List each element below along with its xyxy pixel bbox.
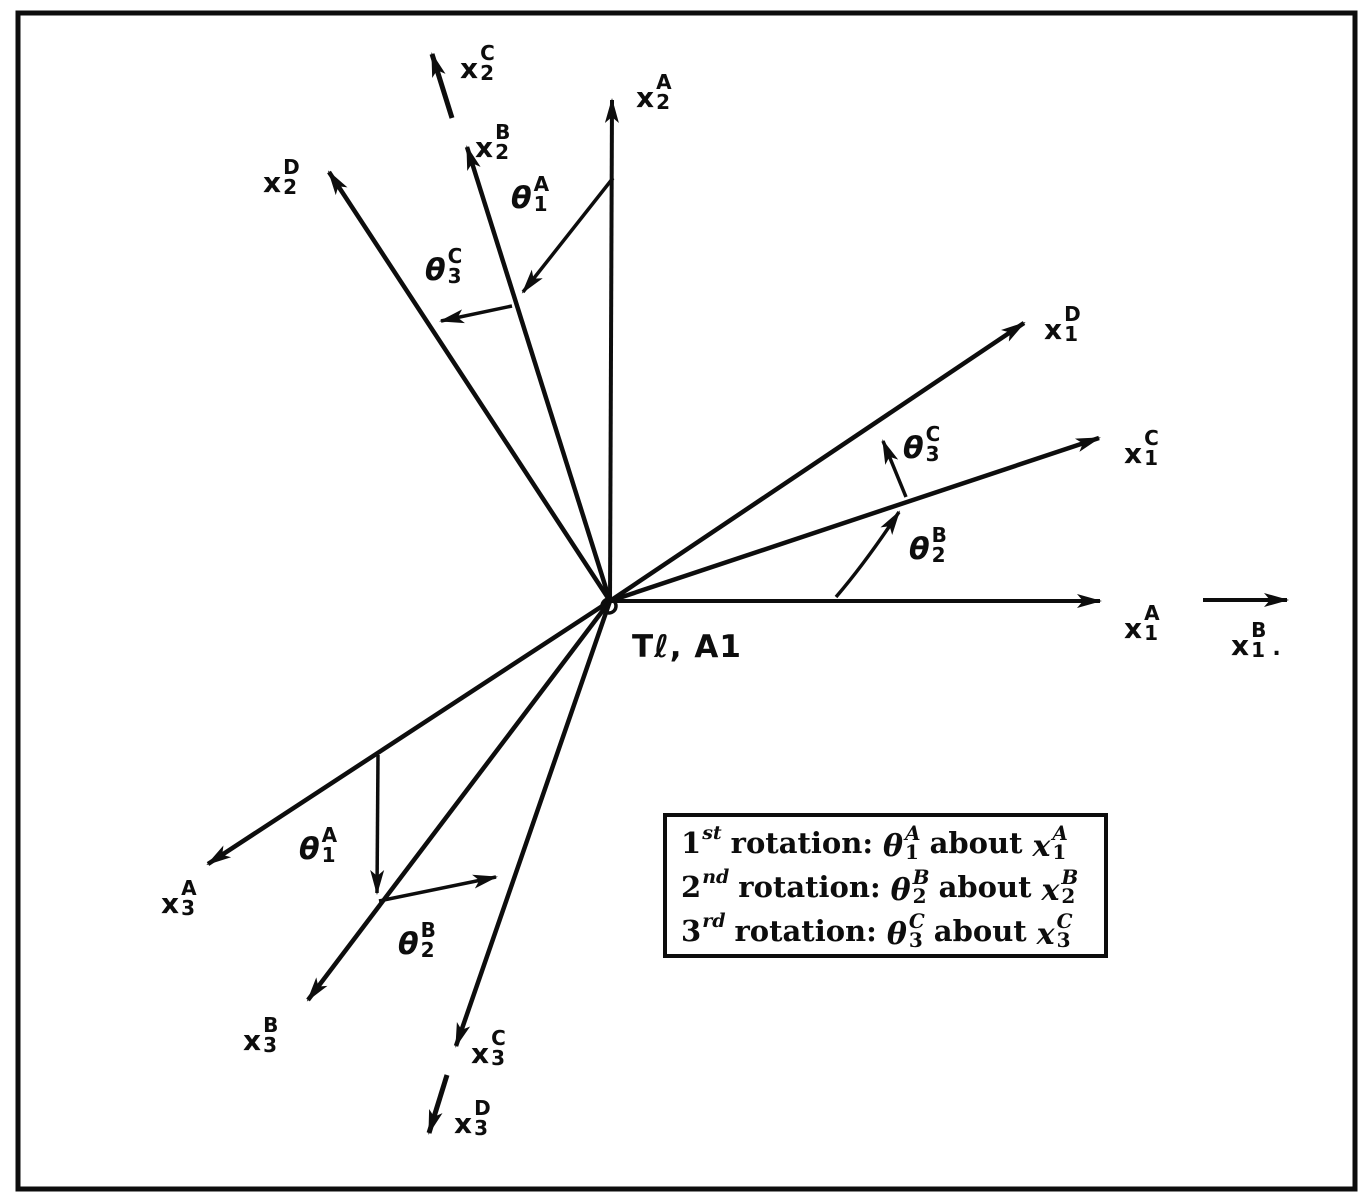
label-theta1A-bottom: θ A 1 (299, 823, 338, 868)
theta1A-angle-arrow-bottom (377, 755, 378, 893)
legend-axis-2: x B 2 (1041, 865, 1079, 908)
label-x3D: x D 3 (454, 1096, 491, 1141)
rotation-legend-box (663, 813, 1108, 958)
legend-row-2: 2 nd rotation: θ B 2 about x B 2 (681, 865, 1079, 908)
label-theta1A-top: θ A 1 (511, 172, 550, 217)
legend-theta-1: θ A 1 (883, 821, 921, 864)
label-x2D: x D 2 (263, 155, 300, 200)
x1D-axis-arrow (610, 323, 1024, 601)
legend-axis-1: x A 1 (1032, 821, 1068, 864)
x3C-axis-arrow (456, 601, 610, 1046)
legend-theta-2: θ B 2 (890, 865, 930, 908)
legend-row-1: 1 st rotation: θ A 1 about x A 1 (681, 821, 1068, 864)
x2A-axis-arrow (610, 100, 612, 601)
theta3C-angle-arrow-top (441, 306, 512, 321)
label-x2A: x A 2 (636, 70, 672, 115)
label-x2B: x B 2 (475, 120, 511, 165)
origin-label: Tℓ, A1 (632, 629, 742, 665)
label-x3A: x A 3 (161, 876, 197, 921)
label-x3C: x C 3 (471, 1026, 506, 1071)
label-x1B: x B 1 . (1231, 618, 1281, 663)
legend-axis-3: x C 3 (1036, 909, 1073, 952)
x3D-axis-arrow-dashed (429, 1075, 447, 1133)
legend-theta-3: θ C 3 (886, 909, 925, 952)
x2C-axis-arrow-dashed (432, 54, 452, 118)
label-theta3C-right: θ C 3 (903, 422, 941, 467)
x3A-axis-arrow (208, 601, 610, 868)
label-x1A: x A 1 (1124, 601, 1160, 646)
label-theta2B-bottom: θ B 2 (398, 918, 436, 963)
legend-row-3: 3 rd rotation: θ C 3 about x C 3 (681, 909, 1073, 952)
label-x2C: x C 2 (460, 41, 495, 86)
label-theta2B-right: θ B 2 (909, 523, 947, 568)
label-theta3C-top: θ C 3 (425, 244, 463, 289)
x3B-axis-arrow (308, 601, 610, 1000)
label-x1D: x D 1 (1044, 302, 1081, 347)
label-x3B: x B 3 (243, 1013, 279, 1058)
label-x1C: x C 1 (1124, 426, 1159, 471)
